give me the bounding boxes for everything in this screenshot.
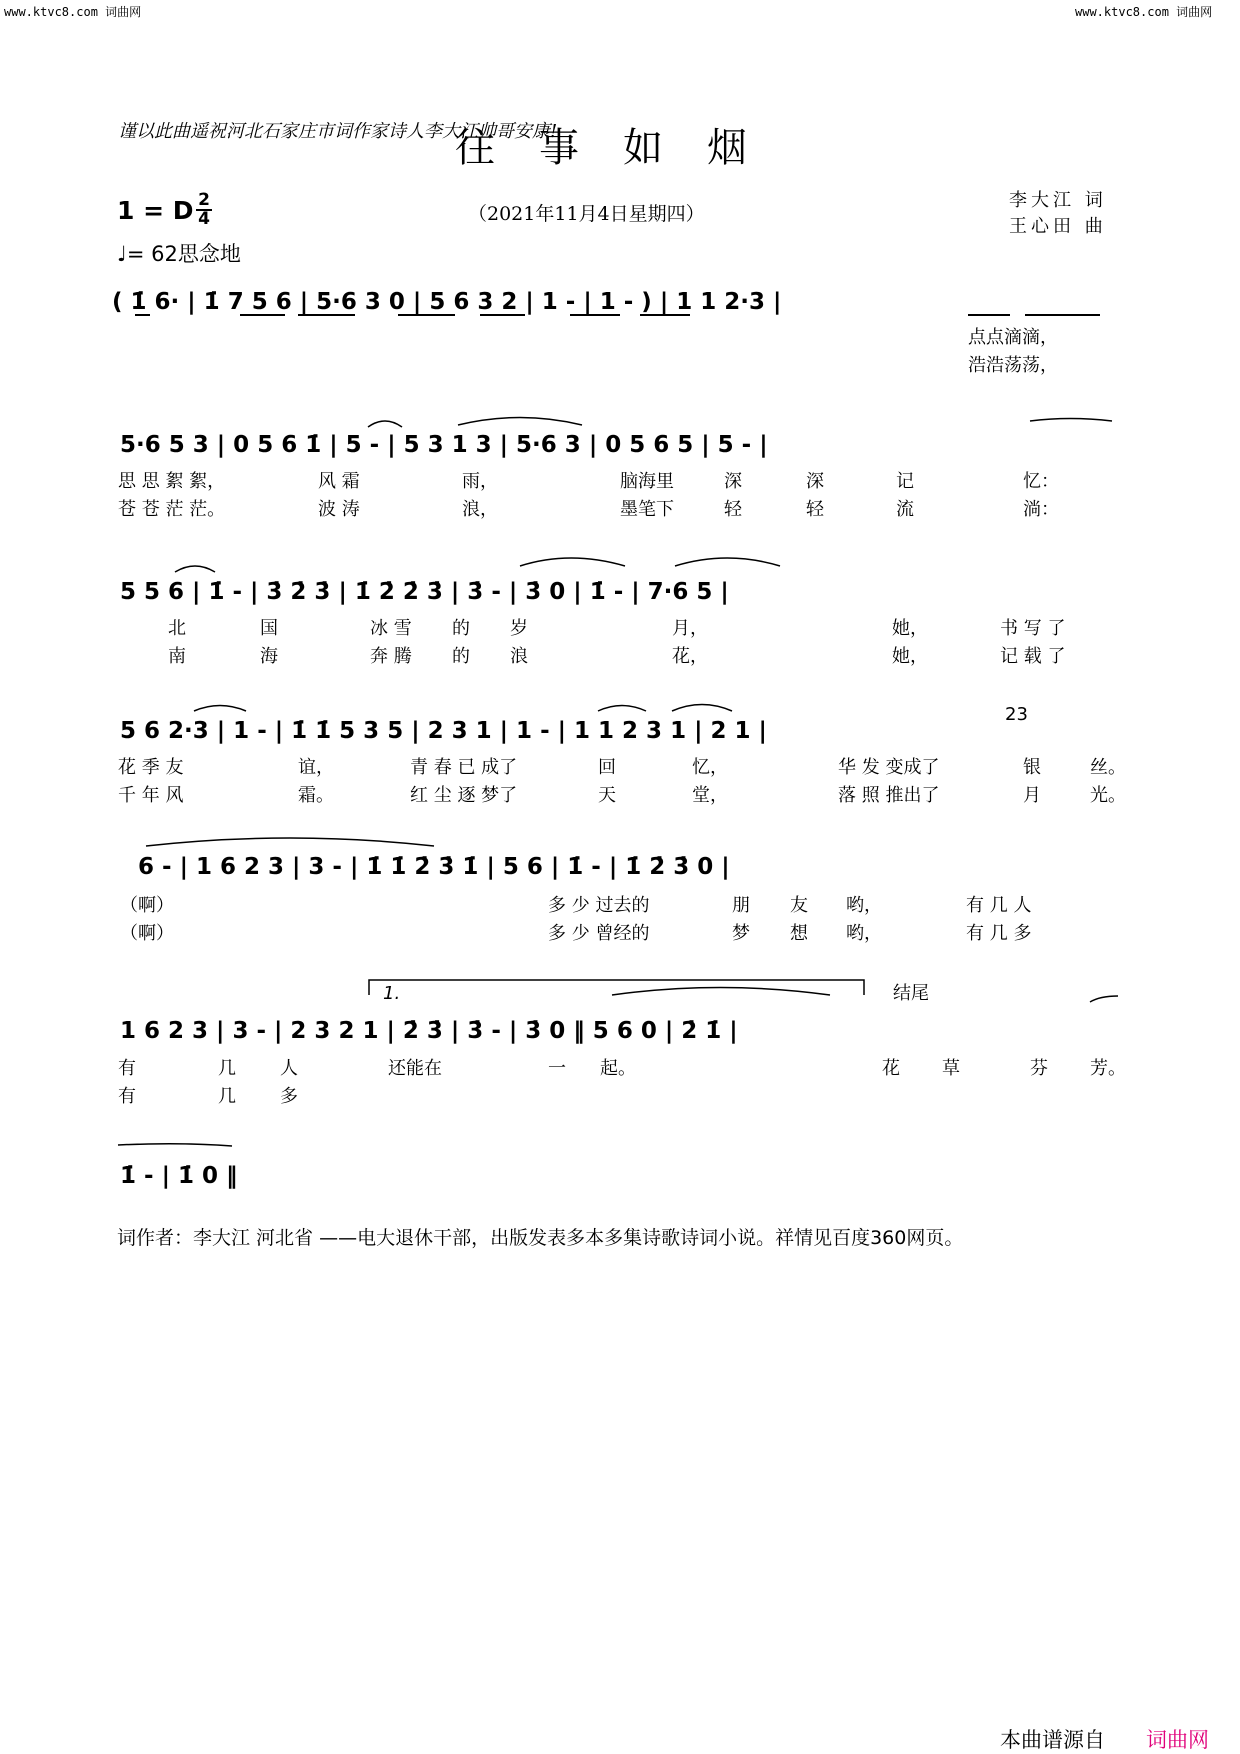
row6-tie-end <box>1090 996 1118 1002</box>
row2-lyric1: 思 思 絮 絮， 风 霜 雨， 脑海里 深 深 记 忆： <box>118 471 1059 492</box>
key-signature: 1 = D <box>117 196 194 225</box>
time-denominator: 4 <box>198 209 210 229</box>
row5-lyric2: （啊） 多 少 曾经的 梦 想 哟， 有 几 多 <box>120 923 1032 944</box>
row4-lyric1: 花 季 友 谊， 青 春 已 成了 回 忆， 华 发 变成了 银 丝。 <box>118 757 1126 778</box>
volta-label: 1. <box>383 983 401 1004</box>
row3-notes: 5 5 6 | 1̇ - | 3̇ 2̇ 3̇ | 1̇ 2̇ 2̇ 3̇ | 3̇ - | 3̇ 0 | 1̇ - | 7·6 5 | <box>120 579 729 605</box>
tempo: ♩= 62思念地 <box>117 242 241 266</box>
row6-lyric1: 有 几 人 还能在 一 起。 花 草 芬 芳。 <box>118 1058 1126 1079</box>
row5-notes: 6 - | 1 6 2 3 | 3 - | 1̇ 1̇ 2̇ 3̇ 1̇ | 5 6 | 1̇ - | 1̇ 2̇ 3̇ 0 | <box>138 854 730 880</box>
row2-slur <box>368 421 402 427</box>
footer-note: 词作者：李大江 河北省 ——电大退休干部，出版发表多本多集诗歌诗词小说。祥情见百度360网页。 <box>117 1227 964 1249</box>
row1-lyric1: 点点滴滴， <box>968 327 1058 348</box>
volta-bracket <box>369 980 864 995</box>
composer: 王心田 曲 <box>1009 216 1107 237</box>
quarter-note-icon: ♩ <box>117 242 127 266</box>
row6-notes: 1 6 2 3 | 3 - | 2 3 2 1 | 2̇ 3̇ | 3̇ - | 3̇ 0 ‖ 5 6 0 | 2̇ 1̇ | <box>120 1018 738 1044</box>
row3-lyric1: 北 国 冰 雪 的 岁 月， 她， 书 写 了 <box>168 618 1066 639</box>
row6-lyric2: 有 几 多 <box>118 1086 298 1107</box>
row3-lyric2: 南 海 奔 腾 的 浪 花， 她， 记 载 了 <box>168 646 1066 667</box>
row4-tie <box>672 705 732 712</box>
row5-tie <box>146 838 434 846</box>
row2-tie-2 <box>458 418 582 426</box>
time-numerator: 2 <box>198 190 210 210</box>
source-label: 本曲谱源自 <box>1000 1728 1105 1752</box>
date: （2021年11月4日星期四） <box>468 203 705 225</box>
row4-lyric2: 千 年 风 霜。 红 尘 逐 梦了 天 堂， 落 照 推出了 月 光。 <box>118 785 1126 806</box>
source-site-link[interactable]: 词曲网 <box>1146 1728 1209 1752</box>
row7-notes: 1̇ - | 1̇ 0 ‖ <box>120 1163 238 1189</box>
watermark-left: www.ktvc8.com 词曲网 <box>4 5 142 19</box>
row5-lyric1: （啊） 多 少 过去的 朋 友 哟， 有 几 人 <box>120 895 1032 916</box>
row2-tie <box>1030 419 1112 422</box>
dedication: 谨以此曲遥祝河北石家庄市词作家诗人李大江帅哥安康! <box>118 121 558 142</box>
row2-notes: 5·6 5 3 | 0 5 6 1̇ | 5 - | 5 3 1 3 | 5·6 3 | 0 5 6 5 | 5 - | <box>120 432 768 458</box>
row4-slur-1 <box>194 706 246 712</box>
row3-tie <box>675 558 780 566</box>
row2-lyric2: 苍 苍 茫 茫。 波 涛 浪， 墨笔下 轻 轻 流 淌： <box>118 499 1059 520</box>
row3-slur-1 <box>175 566 215 572</box>
lyricist: 李大江 词 <box>1009 190 1107 211</box>
ending-label: 结尾 <box>893 983 929 1004</box>
row4-slur-2 <box>598 706 646 712</box>
row7-tie <box>118 1144 232 1146</box>
row3-slur-2 <box>520 558 625 566</box>
row4-notes: 5 6 2·3 | 1 - | 1̇ 1̇ 5 3 5 | 2 3 1 | 1 - | 1 1 2 3 1 | 2 1 | <box>120 718 767 744</box>
page-title: 往事如烟 <box>455 125 791 171</box>
row6-tie <box>612 988 830 996</box>
watermark-right: www.ktvc8.com 词曲网 <box>1075 5 1213 19</box>
grace-notes: 23 <box>1005 704 1028 725</box>
row1-lyric2: 浩浩荡荡， <box>968 355 1058 376</box>
row1-notes: ( 1̇ 6· | 1̇ 7 5 6 | 5·6 3 0 | 5 6 3 2 | 1 - | 1 - ) | 1 1 2·3 | <box>112 289 782 315</box>
